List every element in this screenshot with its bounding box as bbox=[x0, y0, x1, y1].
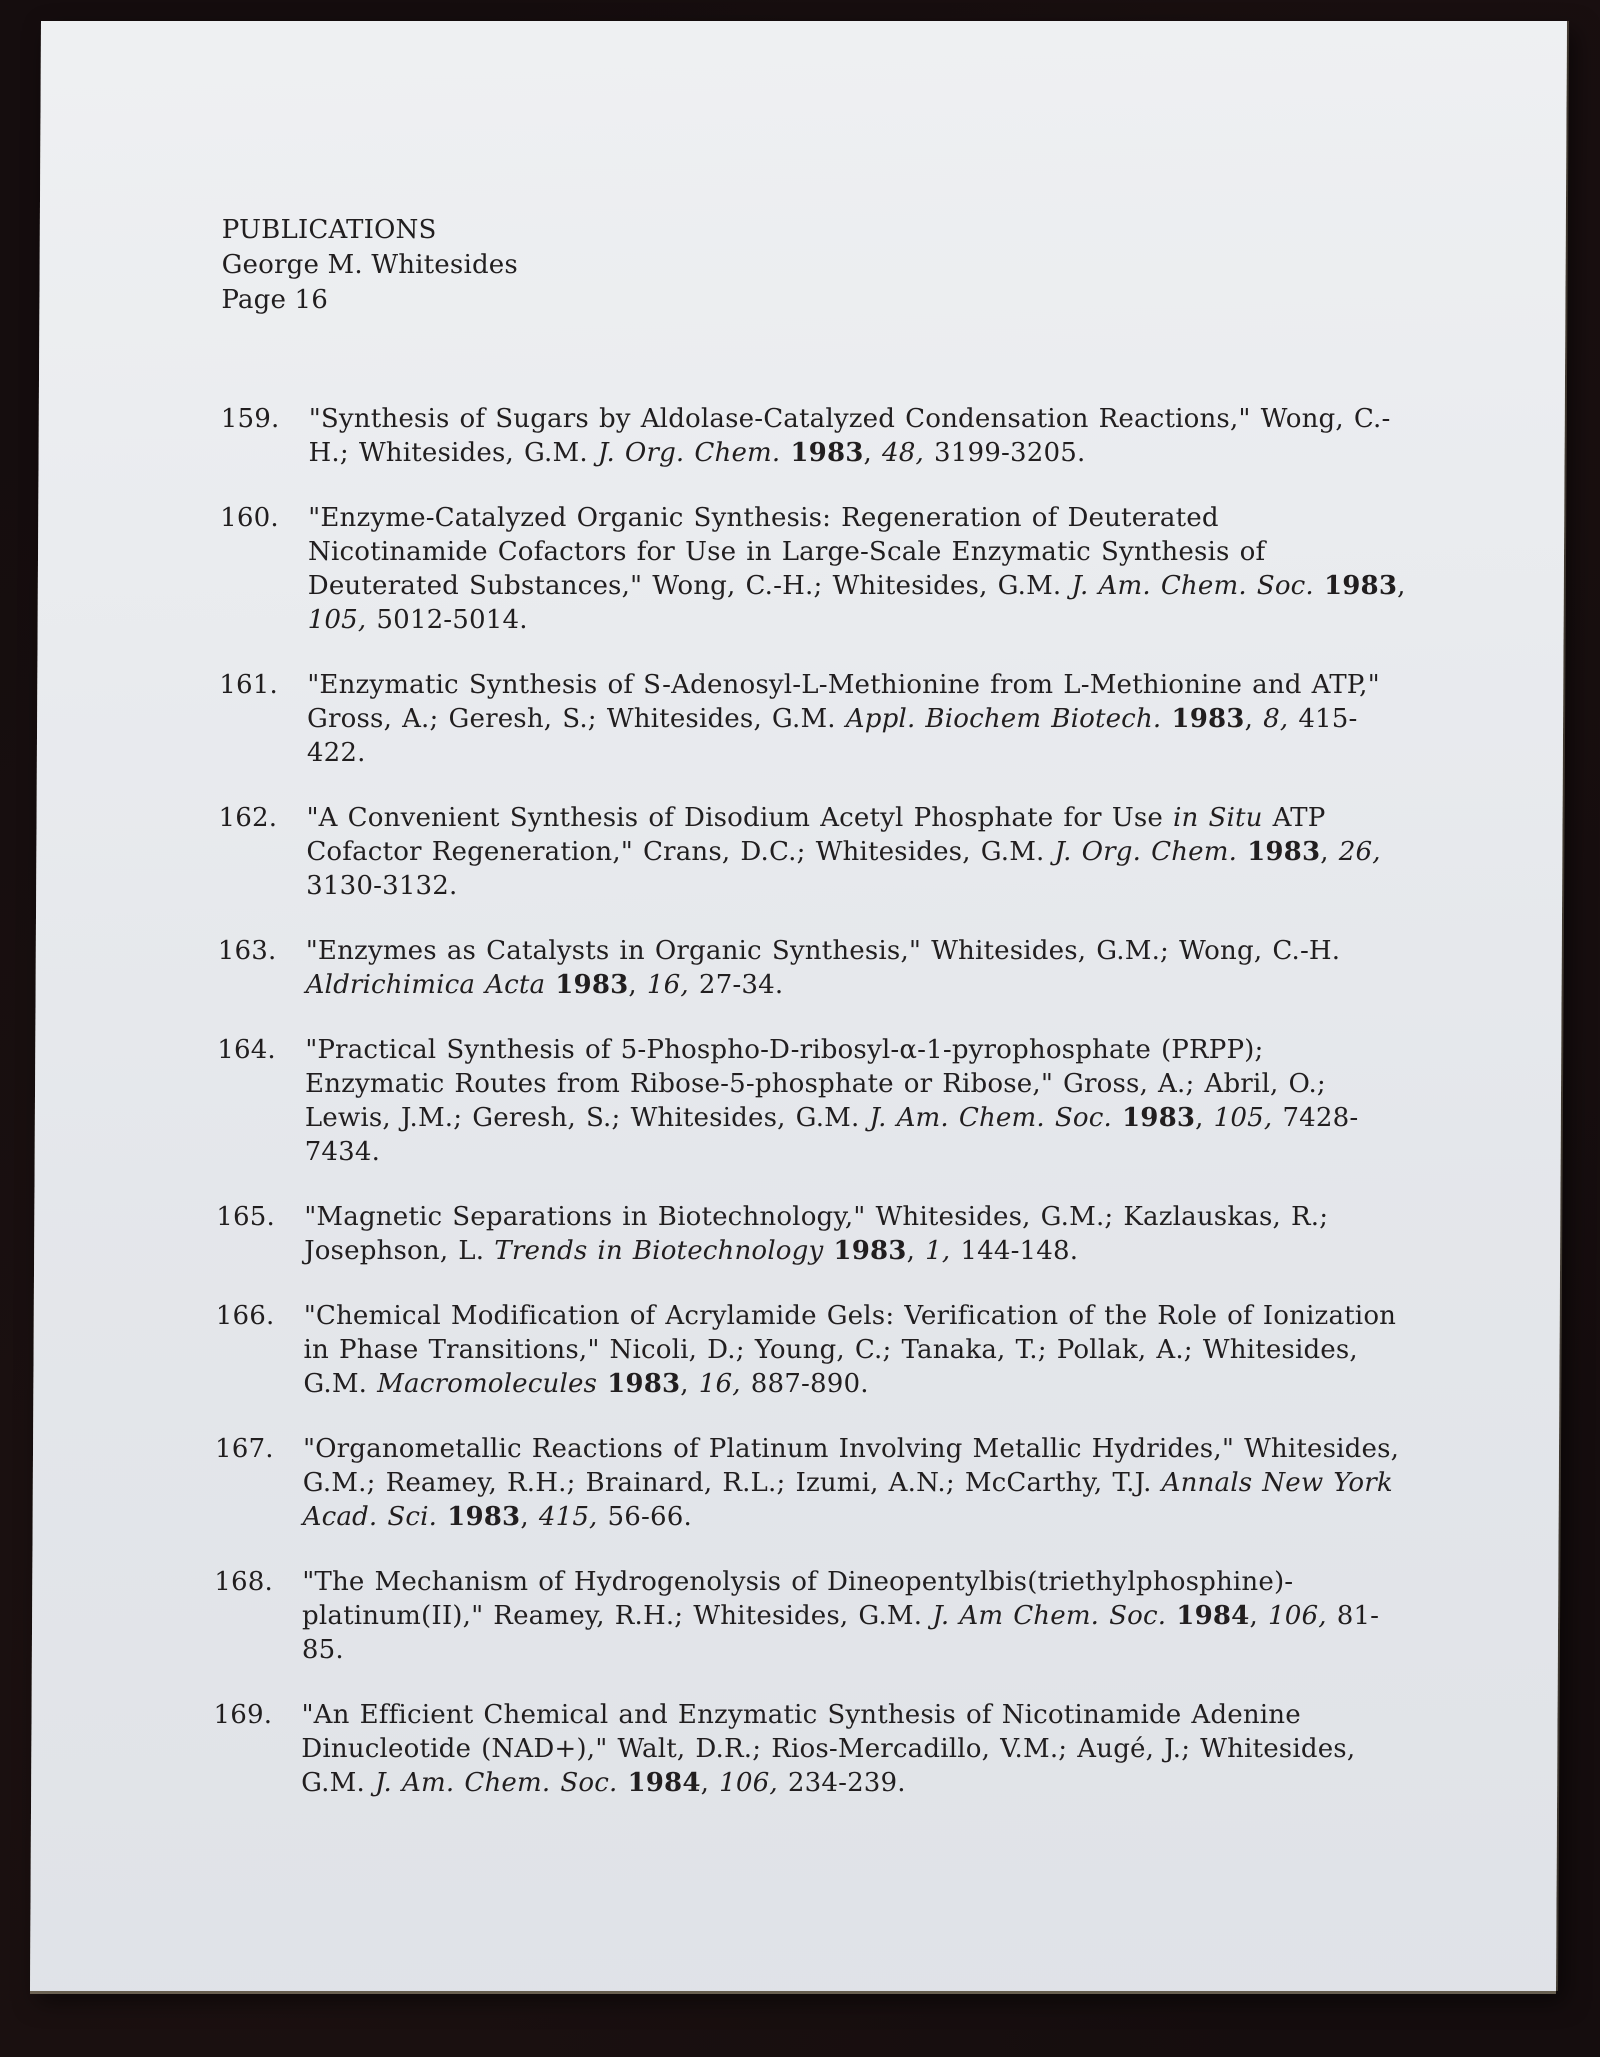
citation-italic-segment: 106, bbox=[719, 1768, 778, 1798]
citation-italic-segment: Appl. Biochem Biotech. bbox=[845, 704, 1162, 734]
citation-text-segment: 144-148. bbox=[950, 1236, 1079, 1266]
reference-citation bbox=[304, 1200, 1404, 1268]
citation-year-segment: 1983 bbox=[447, 1502, 521, 1532]
citation-text-segment: "Enzymatic Synthesis of S-Adenosyl-L-Methionine from L-Methionine and ATP," Gross, A.; Geresh, S.; Whitesides, G.M. bbox=[307, 670, 1380, 734]
citation-text-segment: 887-890. bbox=[740, 1369, 869, 1399]
reference-item bbox=[215, 1299, 1456, 1401]
citation-italic-segment: 48, bbox=[882, 438, 925, 468]
citation-text-segment: , bbox=[1195, 1103, 1214, 1133]
citation-text-segment bbox=[823, 1236, 833, 1266]
citation-italic-segment: J. Am. Chem. Soc. bbox=[1071, 571, 1315, 601]
citation-text-segment: , bbox=[628, 970, 648, 1000]
citation-text-segment: "Practical Synthesis of 5-Phospho-D-ribosyl-α-1-pyrophosphate (PRPP); Enzymatic Routes from Ribose-5-phosphate or Ribose," Gross, A.; Abril, O.; Lewis, J.M.; Geresh, S.; Whitesides, G.M. bbox=[304, 1035, 1327, 1133]
reference-item bbox=[220, 402, 1460, 470]
citation-text-segment: ATP Cofactor Regeneration," Crans, D.C.; Whitesides, G.M. bbox=[306, 803, 1326, 867]
citation-text-segment bbox=[1112, 1103, 1122, 1133]
citation-year-segment: 1983 bbox=[555, 970, 629, 1000]
citation-text-segment: 56-66. bbox=[597, 1502, 693, 1532]
citation-year-segment: 1984 bbox=[1176, 1601, 1250, 1631]
citation-text-segment: , bbox=[520, 1502, 539, 1532]
citation-italic-segment: Annals New York Acad. Sci. bbox=[302, 1468, 1393, 1532]
reference-item bbox=[217, 1033, 1458, 1169]
reference-number: 161. bbox=[219, 670, 279, 700]
citation-year-segment: 1983 bbox=[607, 1369, 681, 1399]
citation-italic-segment: 16, bbox=[698, 1369, 741, 1399]
citation-text-segment: , bbox=[680, 1369, 699, 1399]
citation-italic-segment: 1, bbox=[925, 1236, 951, 1266]
reference-citation bbox=[303, 1299, 1404, 1401]
citation-italic-segment: Macromolecules bbox=[377, 1369, 598, 1399]
citation-text-segment bbox=[1166, 1601, 1176, 1631]
citation-italic-segment: J. Org. Chem. bbox=[1054, 837, 1238, 867]
citation-italic-segment: 105, bbox=[307, 605, 367, 635]
citation-text-segment: , bbox=[1397, 571, 1406, 601]
citation-year-segment: 1984 bbox=[627, 1768, 701, 1798]
citation-text-segment bbox=[617, 1768, 627, 1798]
reference-citation bbox=[306, 934, 1406, 1002]
reference-item bbox=[214, 1565, 1455, 1667]
citation-italic-segment: J. Am. Chem. Soc. bbox=[374, 1768, 618, 1798]
citation-year-segment: 1983 bbox=[1247, 837, 1321, 867]
citation-text-segment: "The Mechanism of Hydrogenolysis of Dineopentylbis(triethylphosphine)-platinum(II)," Reamey, R.H.; Whitesides, G.M. bbox=[302, 1567, 1294, 1631]
citation-text-segment: , bbox=[1320, 837, 1339, 867]
reference-number: 163. bbox=[217, 936, 277, 966]
citation-text-segment: 27-34. bbox=[688, 970, 784, 1000]
citation-text-segment bbox=[780, 438, 790, 468]
citation-italic-segment: 415, bbox=[538, 1502, 598, 1532]
citation-text-segment: "A Convenient Synthesis of Disodium Acetyl Phosphate for Use bbox=[306, 803, 1174, 833]
doc-title: PUBLICATIONS bbox=[221, 215, 437, 245]
citation-text-segment: 81-85. bbox=[301, 1601, 1380, 1665]
citation-italic-segment: J. Am Chem. Soc. bbox=[932, 1601, 1167, 1631]
citation-text-segment: 3130-3132. bbox=[306, 871, 458, 901]
doc-author: George M. Whitesides bbox=[221, 250, 519, 280]
citation-text-segment bbox=[1161, 704, 1171, 734]
citation-text-segment: , bbox=[863, 438, 883, 468]
citation-text-segment: "Magnetic Separations in Biotechnology," Whitesides, G.M.; Kazlauskas, R.; Josephson, L. bbox=[304, 1202, 1329, 1266]
citation-text-segment: 234-239. bbox=[777, 1768, 906, 1798]
citation-year-segment: 1983 bbox=[1171, 704, 1245, 734]
citation-text-segment: , bbox=[906, 1236, 926, 1266]
reference-item bbox=[213, 1698, 1454, 1800]
reference-item bbox=[215, 1432, 1456, 1534]
citation-text-segment: 415-422. bbox=[306, 704, 1358, 768]
citation-text-segment: , bbox=[1249, 1601, 1269, 1631]
reference-number: 166. bbox=[215, 1301, 275, 1331]
citation-italic-segment: 8, bbox=[1263, 704, 1289, 734]
reference-citation bbox=[306, 801, 1407, 903]
citation-text-segment: "An Efficient Chemical and Enzymatic Synthesis of Nicotinamide Adenine Dinucleotide (NAD+)," Walt, D.R.; Rios-Mercadillo, V.M.; Augé, J.; Whitesides, G.M. bbox=[301, 1700, 1356, 1798]
reference-item bbox=[219, 668, 1460, 770]
citation-text-segment bbox=[545, 970, 555, 1000]
citation-italic-segment: 106, bbox=[1267, 1601, 1327, 1631]
citation-text-segment bbox=[437, 1502, 447, 1532]
reference-number: 167. bbox=[214, 1434, 274, 1464]
reference-number: 165. bbox=[216, 1202, 276, 1232]
citation-year-segment: 1983 bbox=[1323, 571, 1398, 601]
reference-citation bbox=[305, 1033, 1406, 1169]
reference-citation bbox=[308, 501, 1409, 637]
reference-citation bbox=[302, 1565, 1403, 1667]
citation-italic-segment: J. Org. Chem. bbox=[597, 438, 781, 468]
reference-citation bbox=[301, 1698, 1402, 1800]
citation-text-segment: , bbox=[700, 1768, 720, 1798]
citation-italic-segment: 26, bbox=[1338, 837, 1381, 867]
citation-text-segment: "Organometallic Reactions of Platinum Involving Metallic Hydrides," Whitesides, G.M.; Reamey, R.H.; Brainard, R.L.; Izumi, A.N.; McCarthy, T.J. bbox=[302, 1434, 1400, 1498]
citation-italic-segment: in Situ bbox=[1172, 803, 1263, 833]
page-content bbox=[213, 213, 1462, 1831]
reference-item bbox=[220, 501, 1461, 637]
citation-italic-segment: 105, bbox=[1213, 1103, 1273, 1133]
citation-italic-segment: Trends in Biotechnology bbox=[494, 1236, 824, 1266]
citation-text-segment bbox=[1237, 837, 1247, 867]
citation-text-segment: 5012-5014. bbox=[366, 605, 528, 635]
citation-text-segment: "Synthesis of Sugars by Aldolase-Catalyzed Condensation Reactions," Wong, C.-H.; Whitesides, G.M. bbox=[308, 404, 1391, 468]
reference-list bbox=[213, 402, 1461, 1800]
reference-number: 164. bbox=[217, 1035, 277, 1065]
reference-number: 160. bbox=[220, 503, 280, 533]
citation-italic-segment: 16, bbox=[646, 970, 690, 1000]
citation-year-segment: 1983 bbox=[1121, 1103, 1196, 1133]
citation-text-segment: "Chemical Modification of Acrylamide Gels: Verification of the Role of Ionization in Phase Transitions," Nicoli, D.; Young, C.; Tanaka, T.; Pollak, A.; Whitesides, G.M. bbox=[303, 1301, 1397, 1399]
citation-italic-segment: Aldrichimica Acta bbox=[305, 970, 546, 1000]
reference-citation bbox=[308, 402, 1408, 470]
citation-text-segment: "Enzymes as Catalysts in Organic Synthesis," Whitesides, G.M.; Wong, C.-H. bbox=[305, 936, 1341, 966]
citation-text-segment: "Enzyme-Catalyzed Organic Synthesis: Regeneration of Deuterated Nicotinamide Cofactors for Use in Large-Scale Enzymatic Synthesis of Deuterated Substances," Wong, C.-H.; Whitesides, G.M. bbox=[307, 503, 1266, 601]
reference-number: 162. bbox=[218, 803, 278, 833]
document-page bbox=[30, 21, 1567, 1991]
citation-year-segment: 1983 bbox=[833, 1236, 907, 1266]
reference-item bbox=[218, 934, 1458, 1002]
citation-year-segment: 1983 bbox=[790, 438, 864, 468]
reference-number: 168. bbox=[214, 1567, 274, 1597]
citation-text-segment: , bbox=[1244, 704, 1264, 734]
citation-text-segment bbox=[1314, 571, 1324, 601]
doc-page-number: Page 16 bbox=[221, 285, 329, 315]
reference-citation bbox=[307, 668, 1408, 770]
reference-number: 169. bbox=[213, 1700, 273, 1730]
reference-item bbox=[218, 801, 1459, 903]
reference-item bbox=[216, 1200, 1456, 1268]
citation-text-segment bbox=[597, 1369, 607, 1399]
citation-italic-segment: J. Am. Chem. Soc. bbox=[869, 1103, 1113, 1133]
document-header bbox=[221, 213, 1462, 318]
citation-text-segment: 3199-3205. bbox=[923, 438, 1086, 468]
reference-number: 159. bbox=[220, 404, 280, 434]
citation-text-segment: 7428-7434. bbox=[304, 1103, 1359, 1167]
reference-citation bbox=[303, 1432, 1404, 1534]
